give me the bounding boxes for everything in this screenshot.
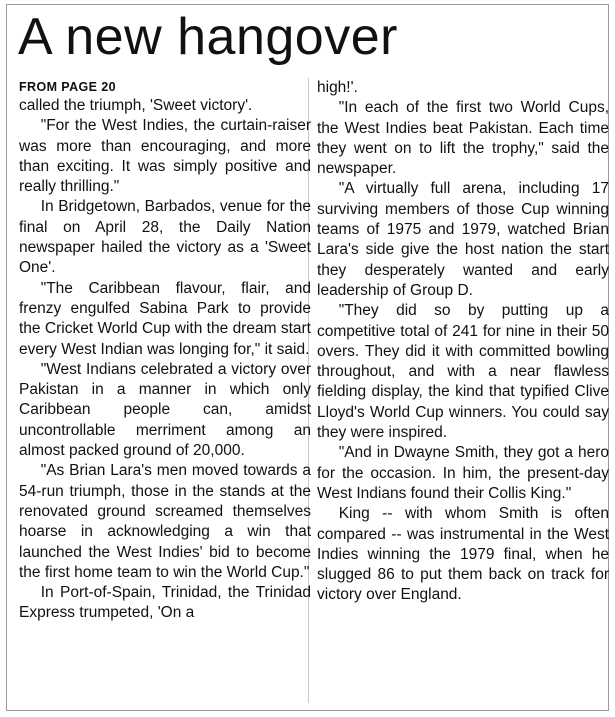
body-paragraph: called the triumph, 'Sweet victory'.	[19, 97, 253, 114]
body-paragraph: "As Brian Lara's men moved towards a 54-run triumph, those in the stands at the renovated ground screamed themselves hoarse in acknowledging a win that launched the West Indies' bid to become the first home team to win the World Cup."	[19, 462, 311, 581]
continued-from-label: FROM PAGE 20	[19, 80, 116, 94]
body-paragraph: "They did so by putting up a competitive total of 241 for nine in their 50 overs. They did it with committed bowling throughout, and with a near flawless fielding display, the kind that typified Clive Lloyd's World Cup winners. You could say they were inspired.	[317, 302, 609, 442]
body-paragraph: high!'.	[317, 79, 358, 96]
body-paragraph: "In each of the first two World Cups, the West Indies beat Pakistan. Each time they went on to lift the trophy," said the newspaper.	[317, 99, 609, 178]
article-column-right	[317, 78, 609, 606]
body-paragraph: King -- with whom Smith is often compared -- was instrumental in the West Indies winning the 1979 final, when he slugged 86 to put them back on track for victory over England.	[317, 505, 609, 604]
body-paragraph: In Port-of-Spain, Trinidad, the Trinidad Express trumpeted, 'On a	[19, 584, 311, 622]
body-paragraph: "The Caribbean flavour, flair, and frenzy engulfed Sabina Park to provide the Cricket World Cup with the dream start every West Indian was longing for," it said.	[19, 279, 311, 358]
body-paragraph: "And in Dwayne Smith, they got a hero for the occasion. In him, the present-day West Indians found their Collis King."	[317, 444, 609, 502]
body-paragraph: In Bridgetown, Barbados, venue for the final on April 28, the Daily Nation newspaper hailed the victory as a 'Sweet One'.	[19, 198, 311, 277]
body-paragraph: "West Indians celebrated a victory over Pakistan in a manner in which only Caribbean people can, amidst uncontrollable merriment among an almost packed ground of 20,000.	[19, 360, 311, 460]
body-paragraph: "For the West Indies, the curtain-raiser was more than encouraging, and more than exciting. It was simply positive and really thrilling."	[19, 117, 311, 196]
body-paragraph: "A virtually full arena, including 17 surviving members of those Cup winning teams of 1975 and 1979, watched Brian Lara's side give the host nation the start they desperately wanted and early leadership of Group D.	[317, 180, 609, 299]
headline: A new hangover	[18, 8, 398, 66]
article-column-left	[19, 78, 311, 624]
